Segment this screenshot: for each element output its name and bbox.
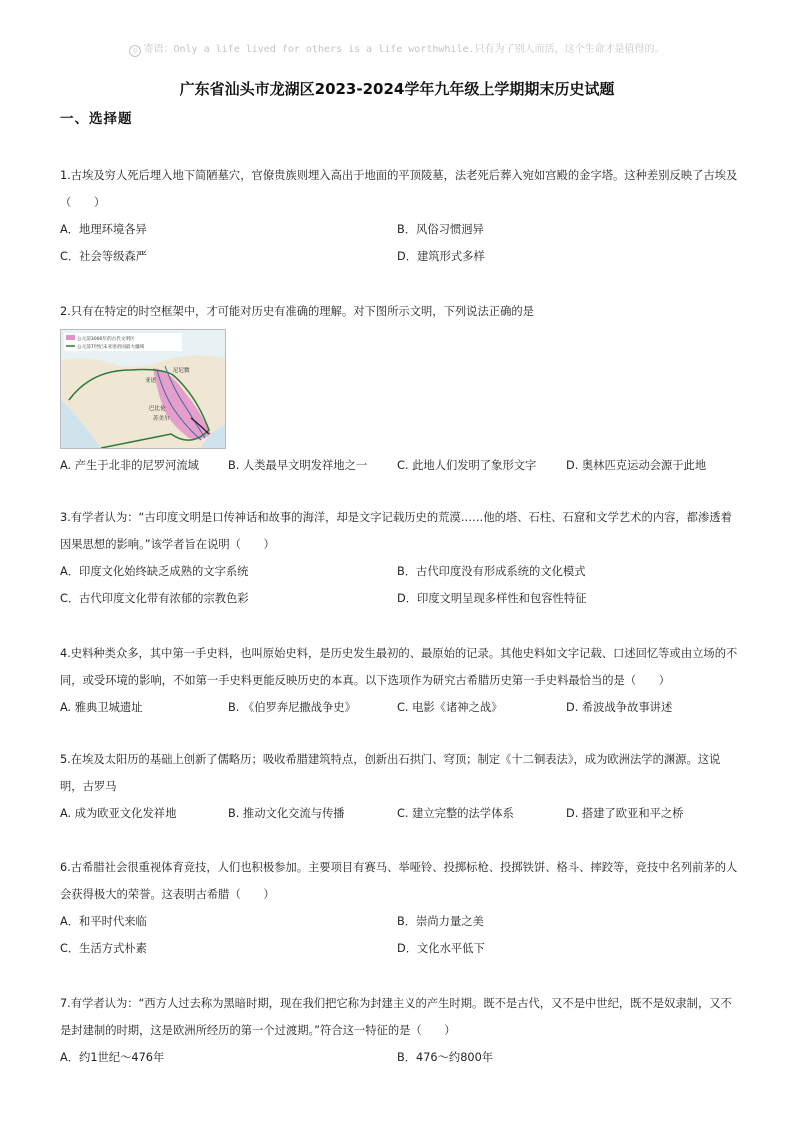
question-5 [60,746,740,827]
question-stem: 3.有学者认为：“古印度文明是口传神话和故事的海洋，却是文字记载历史的荒漠……他的塔、石柱、石窟和文学艺术的内容，都渗透着因果思想的影响。”该学者旨在说明（ ） [60,511,732,551]
option-d: D. 奥林匹克运动会源于此地 [566,459,707,472]
option-c: C．古代印度文化带有浓郁的宗教色彩 [60,592,249,605]
question-2 [60,298,740,479]
option-c: C．社会等级森严 [60,250,147,263]
option-d: D. 搭建了欧亚和平之桥 [566,807,684,820]
question-stem: 7.有学者认为：“西方人过去称为黑暗时期，现在我们把它称为封建主义的产生时期。既不是古代，又不是中世纪，既不是奴隶制，又不是封建制的时期，这是欧洲所经历的第一个过渡期。”符合这一特征的是（ ） [60,997,732,1037]
question-7 [60,990,740,1071]
page-title: 广东省汕头市龙湖区2023-2024学年九年级上学期期末历史试题 [179,80,615,98]
option-b: B. 推动文化交流与传播 [228,807,345,820]
question-stem: 6.古希腊社会很重视体育竞技，人们也积极参加。主要项目有赛马、举哑铃、投掷标枪、投掷铁饼、格斗、摔跤等，竞技中名列前茅的人会获得极大的荣誉。这表明古希腊（ ） [60,861,738,901]
option-a: A．地理环境各异 [60,223,147,236]
label-babylon: 巴比伦 [149,406,166,412]
option-d: D．文化水平低下 [397,942,485,955]
question-stem: 4.史料种类众多，其中第一手史料，也叫原始史料，是历史发生最初的、最原始的记录。其他史料如文字记载、口述回忆等或由立场的不同，或受环境的影响，不如第一手史料更能反映历史的本真。以下选项作为研究古希腊历史第一手史料最恰当的是（ ） [60,647,738,687]
option-b: B. 《伯罗奔尼撒战争史》 [228,701,356,714]
question-1 [60,162,740,270]
motto-text: 寄语：Only a life lived for others is a life worthwhile.只有为了别人而活，这个生命才是值得的。 [143,44,665,55]
smile-icon: ☺ [129,45,141,57]
option-b: B．风俗习惯迥异 [397,223,484,236]
option-a: A. 产生于北非的尼罗河流域 [60,459,199,472]
question-stem: 5.在埃及太阳历的基础上创新了儒略历；吸收希腊建筑特点，创新出石拱门、穹顶；制定《十二铜表法》，成为欧洲法学的渊源。这说明，古罗马 [60,753,721,793]
question-3 [60,504,740,612]
option-a: A. 雅典卫城遗址 [60,701,143,714]
option-a: A．和平时代来临 [60,915,147,928]
label-nineveh: 尼尼微 [173,368,190,374]
question-4 [60,640,740,721]
option-b: B．476～约800年 [397,1051,494,1064]
option-a: A．约1世纪～476年 [60,1051,165,1064]
question-stem: 2.只有在特定的时空框架中，才可能对历史有准确的理解。对下图所示文明，下列说法正确的是 [60,305,534,318]
option-c: C. 电影《诸神之战》 [397,701,503,714]
question-6 [60,854,740,962]
option-b: B．崇尚力量之美 [397,915,484,928]
option-d: D．印度文明呈现多样性和包容性特征 [397,592,587,605]
option-b: B．古代印度没有形成系统的文化模式 [397,565,586,578]
option-c: C. 建立完整的法学体系 [397,807,514,820]
option-c: C. 此地人们发明了象形文字 [397,459,537,472]
option-a: A．印度文化始终缺乏成熟的文字系统 [60,565,249,578]
label-assyria: 亚述 [145,378,157,384]
question-stem: 1.古埃及穷人死后埋入地下简陋墓穴，官僚贵族则埋入高出于地面的平顶陵墓，法老死后葬入宛如宫殿的金字塔。这种差别反映了古埃及（ ） [60,169,738,209]
section-heading: 一、选择题 [60,111,133,127]
legend-assyria: 公元前7世纪末亚述帝国最大疆域 [77,345,145,350]
label-sumer: 苏美尔 [153,416,170,422]
option-d: D．建筑形式多样 [397,250,485,263]
option-d: D. 希波战争故事讲述 [566,701,673,714]
header-motto [0,40,794,57]
option-a: A. 成为欧亚文化发祥地 [60,807,177,820]
legend-civilization: 公元前3000年的古代文明区 [77,337,135,342]
mesopotamia-map [60,329,226,449]
option-c: C．生活方式朴素 [60,942,147,955]
option-b: B. 人类最早文明发祥地之一 [228,459,368,472]
